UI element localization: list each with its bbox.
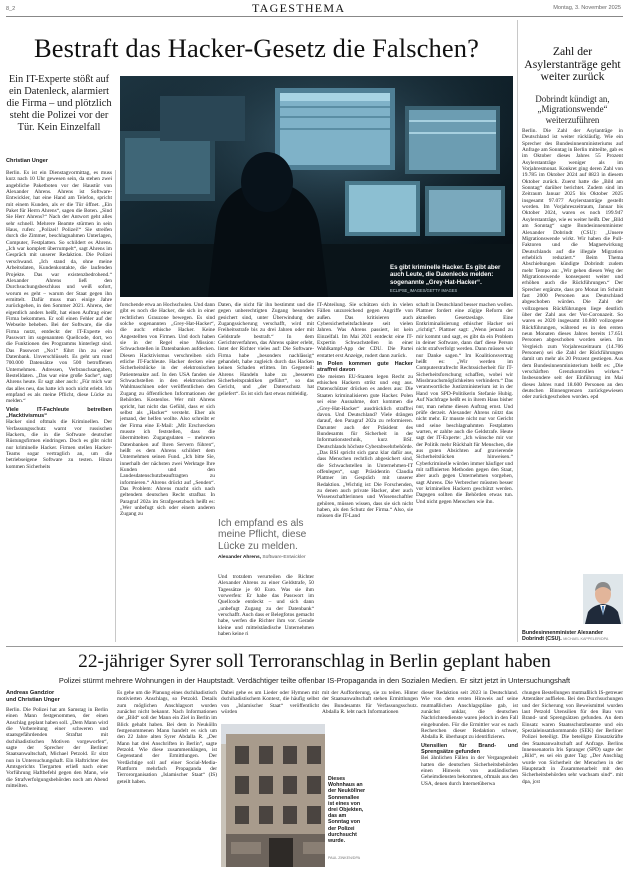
portrait-illustration (583, 574, 623, 624)
sidebar-photo-credit: MICHAEL KAPPELER/DPA (563, 637, 609, 642)
main-column-2-text: forschende etwa an Hochschulen. Und dann gibt es noch die Hacker, die sich in einer rechtlichen Grauzone bewegen. Es sind solche sogenannten „Grey-Hat-Hacker“, die auch: ethische Hacker. Keine Angestellten von Firmen. Und doch haben sie in der Regel eine Mission: Schwachstellen in Datenbanken aufdecken. Diesen Hacktivismus verschreiben sich etliche IT-Fachleute. Hacker decken eine Sicherheitslücke in der elektronischen Patientenakte auf. In den USA fanden sie Schwachstellen in den elektronischen Wahlmaschinen oder veröffentlichen den Zugang zu öffentlichen Informationen der Behörden. Kostenlos. Wer mit Ahrens spricht, hat nicht das Gefühl, dass er sich selbst als „Hacker“ versteht. Eher als jemand, der helfen wollte. Also schreibt er der Firma eine E-Mail: „Mit Erschrecken musste ich feststellen, dass die übermittelten Zugangsdaten – mehreren Datenbanken auf Ihren Servern führen“, heißt es dem Ahrens schildert dem Unternehmen seinen Fund. „Ich bitte Sie, innerhalb der nächsten zwei Werktage Ihre Kunden und den Landesdatenschutzbeauftragten zu informieren.“ Ahrens drückt auf „Senden“. Das Problem: Ahrens macht sich nach geltendem deutschen Recht strafbar. In Paragraf 202a im Strafgesetzbuch heißt es: „Wer unbefugt sich oder einem anderen Zugang zu (120, 302, 215, 518)
second-photo-caption: Dieses Wohnhaus an der Neuköllner Sonnenallee ist eines von drei Objekten, das am Sonntag von der Polizei durchsucht wurde. (328, 776, 366, 845)
sidebar-teaser: Dobrindt kündigt an, „Migrationswende“ weiterzuführen (535, 94, 610, 125)
second-column-3-text: Dabei gehe es um Lieder oder Hymnen mit dschihadistischem Kontext, die häufig selbst von „Islamischer Staat“ veröffentlicht würden (221, 690, 319, 716)
story-separator (6, 646, 623, 647)
page-number: 8_2 (6, 6, 16, 12)
main-photo-caption: Es gibt kriminelle Hacker. Es gibt aber auch Leute, die Datenlecks melden: sogenannte „Grey-Hat-Hacker“. (390, 264, 501, 286)
main-column-3-text: Daten, die nicht für ihn bestimmt und die gegen unberechtigten Zugang besonders gesichert sind, unter Überwindung der Zugangssicherung verschafft, wird mit Freiheitsstrafe bis zu drei Jahren oder mit Geldstrafe bestraft.“ In dem Gerichtsverfahren, das Ahrens später erlebt, listet der Richter vieles auf: Die Software-Firma habe „besonders nachlässig“ gehandelt, habe zugleich durch das Hacken keinen Schaden erlitten. Im Gegenteil: Ahrens Handeln habe zu „besseren Sicherheitspraktiken geführt“, so das Gericht, und „der Datenschutz hat geliefert“. Es ist sich fast etwas mitleidig. (218, 302, 314, 397)
main-column-3 (218, 302, 314, 514)
second-column-2 (117, 690, 217, 867)
sidebar-rule (517, 20, 518, 642)
main-photo (120, 76, 513, 297)
sidebar-text (522, 128, 623, 583)
second-column-5-text: dieser Redaktion seit 2023 in Deutschland. Wie von dem ersten Hinweis auf seine mutmaßlichen Anschlagspläne gab, ist zunächst unklar, die deutschen Nachrichtendienste waren jedoch in den Fall eingebunden. Für die Ermittler war es nach Recherchen dieser Redaktion schwer, Abdalla R. überhaupt zu identifizieren. (421, 690, 518, 741)
main-author: Christian Unger (6, 158, 48, 164)
main-column-1-text: Berlin. Es ist ein Dienstagvormittag, es muss kurz nach 10 Uhr gewesen sein, da stehen zwei angebliche Paketboten vor der Haustür von Alexander Ahrens. Ahrens ist Software-Entwickler, hat eine Hand am Telefon, spricht mit einem Kunden, als er die Tür öffnet. „Ein Paket für Herrn Ahrens“, sagen die Boten. „Sind Sie Herr Ahrens?“ Nach der Antwort geht alles sehr schnell. Mehrere Beamte stürmen in sein Haus, rufen: „Polizei! Polizei!“ Sie streifen durch die Zimmer, beschlagnahmen Unterlagen, Computer, Festplatten. So schildert es Ahrens. „Ich war komplett überrumpelt“, sagt Ahrens im Gespräch mit unserer Redaktion. Die Polizei verschwand. „Ich stand da, ohne meine Arbeitsdaten, Kundenkontakte, die laufenden Projekte. Das war existenzbedrohend.“ Alexander Ahrens ließ den Durchsuchungsbeschluss und weiß sofort, worum es geht – warum der Staat gegen ihn ermittelt. Dafür muss man einige Jahre zurückgehen, in den Sommer 2021. Ahrens, der eigentlich anders heißt, hat einen Auftrag einer Firma bekommen. Er soll einen Fehler auf der Webseite beheben. Bei der Software, die die Firma nutzt, entdeckt der IT-Experte ein Passwort im sogenannten Quellcode, dort, wo die Funktionen des Programms hinterlegt sind. Das Passwort „No1“ führt ihn zu einer Datenbank. Unverschlüsselt. Es geht um rund 700.000 Datensätze von 500 betroffenen Unternehmen. Adressen, Verbrauchsangaben, Bestelldaten. „Das war eine große Sache“, sagt Ahrens heute. Er sagt aber auch: „Für mich war das alles neu, das hatte ich noch nicht erlebt. Ich empfand es als meine Pflicht, diese Lücke zu melden.“ (6, 170, 112, 405)
main-column-2 (120, 302, 215, 642)
main-column-3b-text: Und trotzdem verurteilen die Richter Alexander Ahrens zu einer Geldstrafe, 50 Tagessätze je 60 Euro. Was sie ihm vorwerfen: Er habe das Passwort im Quellcode entdeckt – und sich dann „unbefugt Zugang zu der Datenbank“ verschafft. Auch dass er Belegfotos gemacht habe, werfen die Richter ihm vor. Gerade kleine und mittelständische Unternehmen haben keine ri (218, 574, 314, 638)
main-column-4-text: IT-Abteilung. Sie schützen sich in vielen Fällen unzureichend gegen Angriffe von außen. Das kritisieren auch Cybersicherheitsfachleute seit vielen Jahren. Was Ahrens passiert, ist kein Einzelfall. Im Mai 2021 entdeckt eine IT-Expertin Schwachstellen in einer Wahlkampf-App der CDU. Die Partei erstattet erst Anzeige, rudert dann zurück. (317, 302, 413, 359)
second-column-6-text: chungen Bestellungen mutmaßlich IS-getreuer Attentäter auffielen. Bei den Durchsuchungen und der Sicherung von Beweismittel wurden laut Petzold Utensilien für den Bau von Brand- und Sprengsätzen gefunden. An dem Einsatz waren Staatsschutzbeamte und ein Spezialeinsatzkommando (SEK) der Berliner Polizei beteiligt. Die beteiligte Einsatzkräfte des Staatsanwaltschaft auf Anfrage. Berlins Innensenatorin Iris Spranger (SPD) sagte der „Bild“, es sei ein guter Tag: „Der Anschlag wurde von Sicherheit der Menschen in der Hauptstadt in Zusammenarbeit mit den Sicherheitsbehörden sehr wachsam sind“. mit dpa, jcst (522, 690, 623, 785)
second-column-3 (221, 690, 319, 720)
sidebar-photo-caption: Bundesinnenminister Alexander Dobrindt (CSU). (522, 630, 604, 643)
pull-quote (218, 518, 328, 570)
main-column-1b-text: Hacker sind oftmals die Kriminellen. Der Verfassungsschutz warnt vor russischen Hackern, die in die Software deutscher Rüstungsfirmen eindringen. Doch es gibt nicht nur kriminelle Hacker. Firmen stellen Hacker-Teams sogar vertraglich an, um die betriebseigene Software zu testen. Hinzu kommen Sicherheits (6, 419, 112, 470)
pull-quote-attribution: Alexander Ahrens, (218, 555, 262, 561)
second-author-1: Andreas Gandzior (6, 690, 55, 696)
sidebar-photo-caption-block (522, 630, 623, 643)
second-column-2-text: Es gehe um die Planung eines dschihadistisch motivierten Anschlags, so Petzold. Details zum möglichen Anschlagsort wurden zunächst nicht bekannt. Nach Informationen der „Bild“ soll der Mann ein Ziel in Berlin im Blick gehabt haben. Bei dem in Neukölln festgenommenen Mann handelt es sich um den 22 Jahre alten Syrer Abdalla R. „Der Mann hat drei Anschriften in Berlin“, sagte Petzold. Wie diese zusammenhängen, ist Gegenstand der Ermittlungen. Der Verdächtige soll auf einer Social-Media-Plattform mehrfach Propaganda der Terrororganisation „Islamischer Staat“ (IS) geteilt haben. (117, 690, 217, 785)
sidebar-photo (583, 574, 623, 624)
section-title: TAGESTHEMA (252, 1, 346, 15)
second-column-4 (322, 690, 418, 726)
second-author-2: und Christian Unger (6, 697, 60, 703)
sidebar-headline: Zahl der Asylerstanträge geht weiter zurück (524, 45, 621, 84)
second-column-5b-text: Bei ähnlichen Fällen in der Vergangenheit hatten die deutschen Sicherheitsbehörden einen Hinweis von ausländischen Geheimdiensten bekommen, oftmals aus den USA, denen durch Internetüberwa (421, 755, 518, 787)
second-column-5 (421, 690, 518, 867)
main-column-4-subhead: In Polen kommen gute Hacker straffrei davon (317, 361, 413, 374)
issue-date: Montag, 3. November 2025 (553, 5, 621, 11)
main-column-4b-text: Die meisten EU-Staaten legen Recht zu ethischen Hackern strikt und eng aus. Datenschützer drücken es anders aus: Die Staaten kriminalisieren gute Hacker. Polen sei eine Ausnahme, dort kommen die „Grey-Hat-Hacker“ ausdrücklich straffrei davon. Und Deutschland? Viele drängen darauf, den Paragraf 202a zu reformieren. Darunter auch der Präsident des Bundesamts für Sicherheit in der Informationstechnik, kurz BSI. Deutschlands höchste Cyberabwehrbehörde. „Das BSI spricht sich ganz klar dafür aus, dass Menschen rechtlich abgesichert sind, die Schwachstellen in Unternehmen-IT offenlegen“, sagt Präsidentin Claudia Plattner im Gespräch mit unserer Redaktion. „Wichtig ist: Die Forschenden, zu denen auch private Hacker, aber auch Wissenschaftlerinnen und Wissenschaftler gehören, müssen wissen, dass sie sich nicht haben, als den Schutz der Firma.“ Also, sie müssen die IT-Land (317, 373, 413, 520)
pull-quote-role: Software-Entwickler (262, 555, 306, 561)
second-headline: 22-jähriger Syrer soll Terroranschlag in Berlin geplant haben (78, 651, 551, 672)
main-headline: Bestraft das Hacker-Gesetz die Falschen? (34, 33, 479, 63)
main-column-3b (218, 574, 314, 642)
header-rule (6, 16, 623, 17)
main-teaser: Ein IT-Experte stößt auf ein Datenleck, alarmiert die Firma – und plötzlich steht die Polizei vor der Tür. Kein Einzelfall (6, 74, 112, 134)
main-column-1-subhead: Viele IT-Fachleute betreiben „Hacktivismus“ (6, 406, 112, 420)
main-column-4 (317, 302, 413, 642)
col-rule (115, 170, 116, 642)
second-subheadline: Polizei stürmt mehrere Wohnungen in der Hauptstadt. Verdächtiger teilte offenbar IS-Propaganda in den Sozialen Medien. Er sitzt jetzt in Untersuchungshaft (58, 676, 571, 685)
second-column-1-text: Berlin. Die Polizei hat am Samstag in Berlin einen Mann festgenommen, der einen Anschlag geplant haben soll. „Dem Mann wird die Vorbereitung einer schweren und staatsgefährdenden Straftat mit dschihadistischen Motiven vorgeworfen“, sagte der Sprecher der Berliner Staatsanwaltschaft, Michael Petzold. Er sitzt nun in Untersuchungshaft. Ein Haftrichter des Amtsgerichts Tiergarten erließ nach einer Vorführung Haftbefehl gegen den Mann, wie die Strafverfolgungsbehörden noch am Abend mitteilten. (6, 707, 108, 790)
main-column-5-text: schaft in Deutschland besser machen wollen. Plattner fordert eine zügige Reform der aktuellen Gesetzeslage. Eine Entkriminalisierung ethischer Hacker sei „richtig“. Plattner sagt: „Wenn jemand zu mir kommt und sagt, es gibt da ein Problem in deiner Software, dann darf diese Person nicht strafverfolgt werden. Dann müssen wir nur Danke sagen.“ Im Koalitionsvertrag heißt es: „Wir werden im Computerstrafrecht Rechtssicherheit für IT-Sicherheitsforschung schaffen, wobei wir Missbrauchsmöglichkeiten verhindern.“ Das verantwortliche Justizministerium ist in der Hand von SPD-Politikerin Stefanie Hubig. Auf Nachfrage heißt es in ihrem Haus bisher nur, man nehme diesen Auftrag ernst. Und prüfe derzeit. Alexander Ahrens nützt das nicht mehr. Er musste nicht nur vor Gericht und seine beschlagnahmten Festplatten warten, er zahlte auch die Geldstrafe. Heute sagt der IT-Experte: „Ich wünsche mir vor der Politik mehr Rückhalt für Menschen, die aus guten Absichten auf gravierende Sicherheitslücken hinweisen.“ Cyberkriminelle würden immer häufiger und mit raffinierten Methoden gegen den Staat, aber auch gegen Unternehmen vorgehen, sagt Ahrens. Die Verbrecher müssten besser vor kriminellen Hackern geschützt werden. Dagegen sollten die Behörden etwas tun. Und nicht gegen Menschen wie ihn. (416, 302, 513, 505)
main-photo-credit: ECLIPSE_IMAGES/GETTY IMAGES (390, 288, 458, 293)
main-column-1 (6, 170, 112, 642)
main-column-5 (416, 302, 513, 642)
second-column-5-subhead: Utensilien für Brand- und Sprengsätze gefunden (421, 742, 518, 756)
sidebar-text-body: Berlin. Die Zahl der Asylanträge in Deutschland ist weiter rückläufig. Wie ein Sprecher des Bundesinnenministeriums auf Anfrage am Sonntag in Berlin mitteilte, gab es im Oktober dieses Jahres 55 Prozent Asylerstanträge weniger als im Vorjahresmonat. Konkret ging deren Zahl von 19.785 im Oktober 2024 auf 8823 in diesem Oktober zurück. Zuerst hatte die „Bild am Sonntag“ darüber berichtet. Zudem sind im Zeitraum Januar 2025 bis Oktober 2025 insgesamt 97.077 Asylerstanträge gestellt worden. Im Vorjahreszeitraum, Januar bis Oktober 2024, waren es noch 199.947 Asylerstanträge, wie es weiter heißt. Der „Bild am Sonntag“ sagte Bundesinnenminister Alexander Dobrindt (CSU): „Unsere Migrationswende wirkt. Wir haben die Pull-Faktoren und die Magnetwirkung Deutschlands auf die illegale Migration erheblich reduziert.“ Beim Thema Abschiebungen kündigte Dobrindt zudem mehr Tempo an: „Wir gehen diesen Weg der Migrationswende konsequent weiter und erhöhen auch die Rückführungen.“ Der Sprecher ergänzte, dass pro Monat im Schnitt fast 2000 Personen aus Deutschland abgeschoben würden. Die Zahl der vollzogenen Rückführungen liege deutlich über der Zahl aus der Vor-Coronazeit. So waren es 2020 insgesamt 10.800 vollzogene Rückführungen, während es in den ersten neun Monaten dieses Jahres bereits 17.651 Personen abgeschoben worden seien. Im Vergleich zum Vorjahreszeitraum (14.706 Personen) sei die Zahl der Rückführungen damit um mehr als 20 Prozent gestiegen. Aus dem Bundesinnenministerium heißt es: „Die verschärften Grenzkontrollen wirken.“ Insbesondere seit der Einführung im Mai dieses Jahres rund 18.600 Personen an den deutschen Binnengrenzen zurückgewiesen oder zurückgeschoben worden. epd (522, 128, 623, 401)
second-column-4-text: mit der Aufforderung, sie zu teilen. Hinter der Staatsanwaltschaft stehen Ermittlungen des Bundesamts für Verfassungsschutz. Abdalla R. lebt nach Informationen (322, 690, 418, 716)
pull-quote-text: Ich empfand es als meine Pflicht, diese Lücke zu melden. (218, 518, 307, 552)
second-column-6 (522, 690, 623, 867)
second-column-1 (6, 707, 108, 867)
second-photo-credit: PAUL ZINKEN/DPA (328, 856, 361, 860)
